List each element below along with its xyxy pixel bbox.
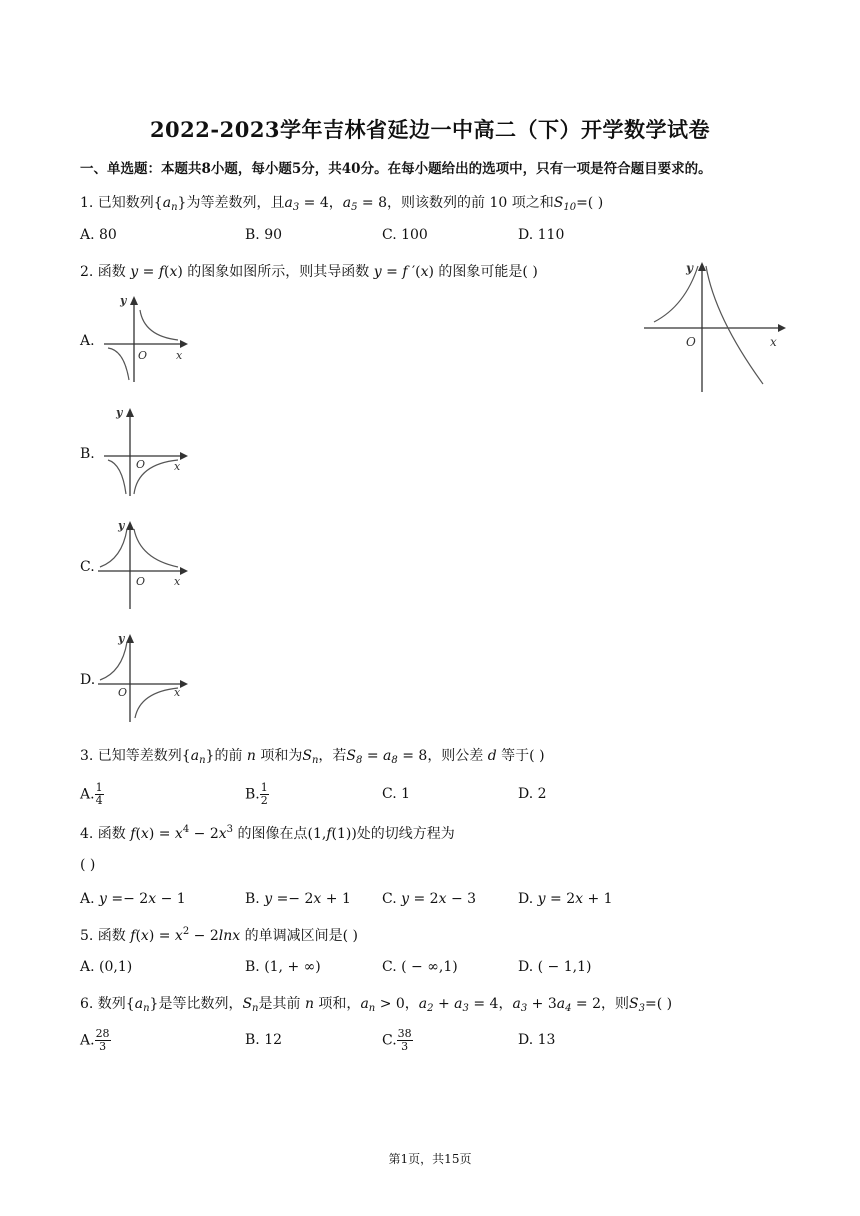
q3-option-a: A. $\frac{1}{4}$ — [80, 781, 103, 807]
q2-d-x-label: x — [174, 686, 181, 699]
question-1: 1. 已知数列$\{a_n\}$为等差数列，且$a_3 = 4$，$a_5 = 8$，则该数列的前 10 项之和$S_{10}=$( ) — [80, 195, 604, 213]
q3-option-b: B. $\frac{1}{2}$ — [245, 781, 268, 807]
question-3: 3. 已知等差数列$\{a_n\}$的前 n 项和为$S_n$，若$S_8 = a_8 = 8$，则公差 d 等于( ) — [80, 748, 545, 766]
q4-option-c: C. y = 2x − 3 — [382, 891, 477, 907]
q2-option-c-graph — [94, 517, 192, 611]
q6-option-a: A. $\frac{28}{3}$ — [80, 1027, 110, 1053]
graph-f-x-label: x — [770, 335, 777, 349]
q3-option-d: D. 2 — [518, 786, 547, 802]
q2-option-a-graph — [100, 292, 192, 384]
q2-d-y-label: y — [118, 632, 125, 645]
q2-option-c-label: C. — [80, 559, 95, 575]
q2-a-x-label: x — [176, 349, 183, 362]
q6-option-d: D. 13 — [518, 1032, 556, 1048]
q5-option-c: C. ( − ∞,1) — [382, 959, 458, 975]
q6-option-c: C. $\frac{38}{3}$ — [382, 1027, 412, 1053]
q2-b-y-label: y — [116, 406, 123, 419]
q2-c-origin-label: O — [136, 575, 146, 588]
q2-a-y-label: y — [120, 294, 127, 307]
section-heading: 一、单选题：本题共8小题，每小题5分，共40分。在每小题给出的选项中，只有一项是符合题目要求的。 — [80, 161, 712, 177]
graph-f-y-label: y — [686, 261, 693, 275]
q2-option-b-label: B. — [80, 446, 95, 462]
q5-option-b: B. (1, + ∞) — [245, 959, 321, 975]
q6-option-b: B. 12 — [245, 1032, 283, 1048]
q2-option-d-label: D. — [80, 672, 96, 688]
q4-option-a: A. y =− 2x − 1 — [80, 891, 186, 907]
question-4: 4. 函数 $f(x) = x^4 - 2x^3$ 的图像在点(1,f(1))处的切线方程为 — [80, 824, 455, 842]
q3-option-c: C. 1 — [382, 786, 411, 802]
q2-c-y-label: y — [118, 519, 125, 532]
q1-option-d: D. 110 — [518, 227, 565, 243]
question-6: 6. 数列$\{a_n\}$是等比数列，$S_n$是其前 n 项和，$a_n > 0$，$a_2 + a_3 = 4$，$a_3 + 3a_4 = 2$，则$S_3=$( ) — [80, 996, 673, 1014]
q2-d-origin-label: O — [118, 686, 128, 699]
question-2: 2. 函数 y = f(x) 的图象如图所示，则其导函数 y = f ′(x) 的图象可能是( ) — [80, 264, 538, 280]
q1-option-a: A. 80 — [80, 227, 117, 243]
page-footer: 第1页，共15页 — [388, 1152, 472, 1166]
q2-b-origin-label: O — [136, 458, 146, 471]
graph-f — [640, 258, 790, 394]
q4-option-b: B. y =− 2x + 1 — [245, 891, 351, 907]
q5-option-d: D. ( − 1,1) — [518, 959, 592, 975]
q2-a-origin-label: O — [138, 349, 148, 362]
q2-option-a-label: A. — [80, 333, 95, 349]
q1-option-b: B. 90 — [245, 227, 283, 243]
q1-option-c: C. 100 — [382, 227, 428, 243]
q4-blank: ( ) — [80, 857, 96, 873]
q2-b-x-label: x — [174, 460, 181, 473]
graph-f-origin-label: O — [686, 335, 696, 349]
q4-option-d: D. y = 2x + 1 — [518, 891, 613, 907]
q2-option-b-graph — [100, 404, 192, 498]
q2-c-x-label: x — [174, 575, 181, 588]
q5-option-a: A. (0,1) — [80, 959, 133, 975]
q2-option-d-graph — [94, 630, 192, 724]
exam-title: 2022-2023学年吉林省延边一中高二（下）开学数学试卷 — [149, 117, 711, 142]
question-5: 5. 函数 $f(x) = x^2 - 2\ln x$ 的单调减区间是( ) — [80, 926, 358, 944]
